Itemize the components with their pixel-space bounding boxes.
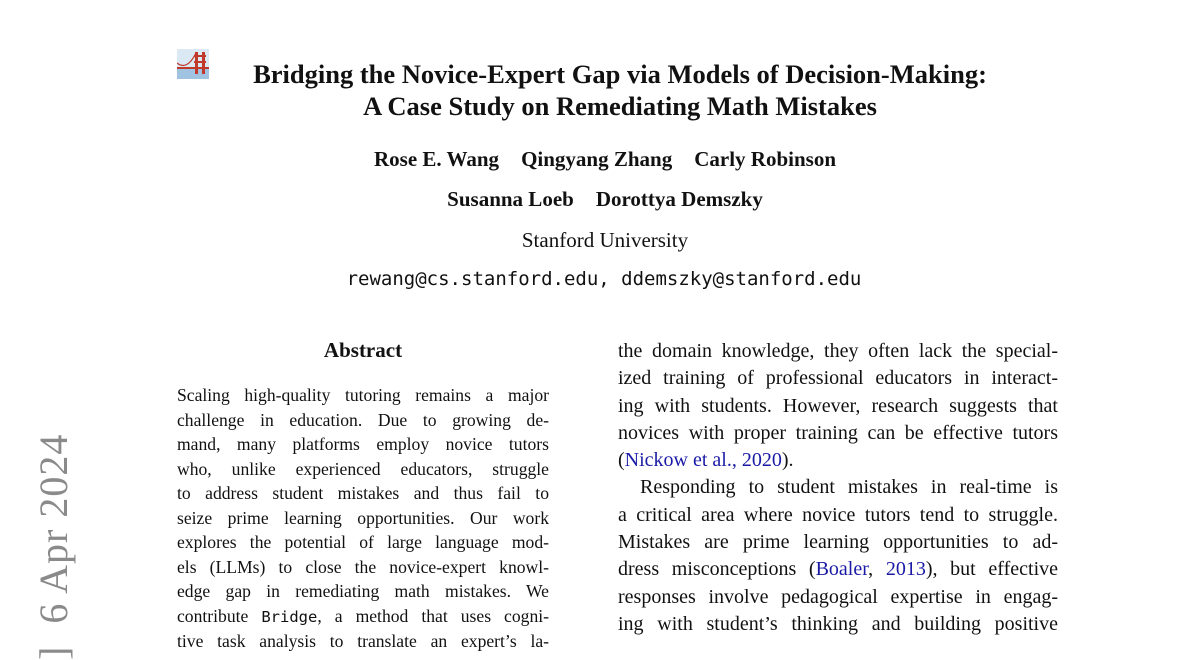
intro-text: ), but effective: [925, 558, 1059, 581]
abstract-line: explores the potential of large language mod-: [177, 532, 549, 552]
abstract-line: seize prime learning opportunities. Our work: [177, 507, 549, 528]
arxiv-side-stamp: [30, 434, 77, 660]
author-name: Rose E. Wang: [374, 147, 500, 171]
abstract-heading: Abstract: [323, 338, 403, 362]
intro-column: [618, 338, 1058, 638]
method-name-code: Bridge: [261, 607, 318, 626]
intro-line: ing with students. However, research suggests that: [618, 394, 1058, 417]
abstract-line: mand, many platforms employ novice tutors: [177, 434, 549, 454]
citation-link[interactable]: Boaler: [815, 558, 869, 581]
intro-line: responses involve pedagogical expertise in engag-: [618, 585, 1058, 608]
affiliation: Stanford University: [521, 228, 689, 252]
paper-title: [200, 58, 1040, 122]
author-emails: rewang@cs.stanford.edu, ddemszky@stanford.edu: [346, 268, 862, 290]
intro-text: ,: [868, 558, 886, 581]
intro-line: [618, 556, 1058, 583]
citation-year-link[interactable]: 2013: [885, 558, 926, 581]
intro-line: ized training of professional educators in interact-: [618, 367, 1058, 390]
arxiv-bracket: ]: [31, 623, 76, 660]
citation-link[interactable]: Nickow et al., 2020: [624, 449, 782, 472]
abstract-text: , a method that uses cogni-: [317, 605, 549, 626]
intro-text: dress misconceptions (: [618, 558, 816, 581]
intro-line: ing with student’s thinking and building positive: [618, 612, 1058, 635]
abstract-line: edge gap in remediating math mistakes. We: [177, 581, 549, 601]
abstract-line: els (LLMs) to close the novice-expert knowl-: [177, 556, 549, 577]
title-line-2: A Case Study on Remediating Math Mistakes: [363, 91, 877, 121]
abstract-text: contribute: [177, 605, 262, 626]
intro-line: a critical area where novice tutors tend to struggle.: [618, 503, 1058, 526]
abstract-line: [177, 604, 549, 630]
author-row-2: [0, 187, 1200, 212]
paren: ).: [781, 449, 794, 472]
intro-line: the domain knowledge, they often lack the special-: [618, 340, 1058, 362]
title-line-1: Bridging the Novice-Expert Gap via Models of Decision-Making:: [253, 59, 987, 89]
intro-line: novices with proper training can be effective tutors: [618, 421, 1058, 444]
author-name: Carly Robinson: [694, 147, 836, 171]
paren: (: [618, 449, 625, 472]
intro-line: Responding to student mistakes in real-time is: [640, 476, 1058, 499]
intro-line: Mistakes are prime learning opportunities to ad-: [618, 531, 1058, 554]
intro-line: [618, 447, 1058, 474]
abstract-line: who, unlike experienced educators, struggle: [177, 458, 549, 479]
author-name: Dorottya Demszky: [595, 187, 763, 211]
abstract-line: challenge in education. Due to growing de-: [177, 409, 549, 430]
abstract-line: tive task analysis to translate an expert’s la-: [177, 631, 549, 651]
abstract-line: Scaling high-quality tutoring remains a major: [177, 385, 549, 405]
abstract-line: to address student mistakes and thus fail to: [177, 483, 549, 503]
author-row-1: [0, 147, 1200, 172]
author-name: Susanna Loeb: [447, 187, 574, 211]
author-name: Qingyang Zhang: [521, 147, 673, 171]
arxiv-date: 6 Apr 2024: [31, 433, 76, 624]
abstract-body: [177, 383, 549, 654]
